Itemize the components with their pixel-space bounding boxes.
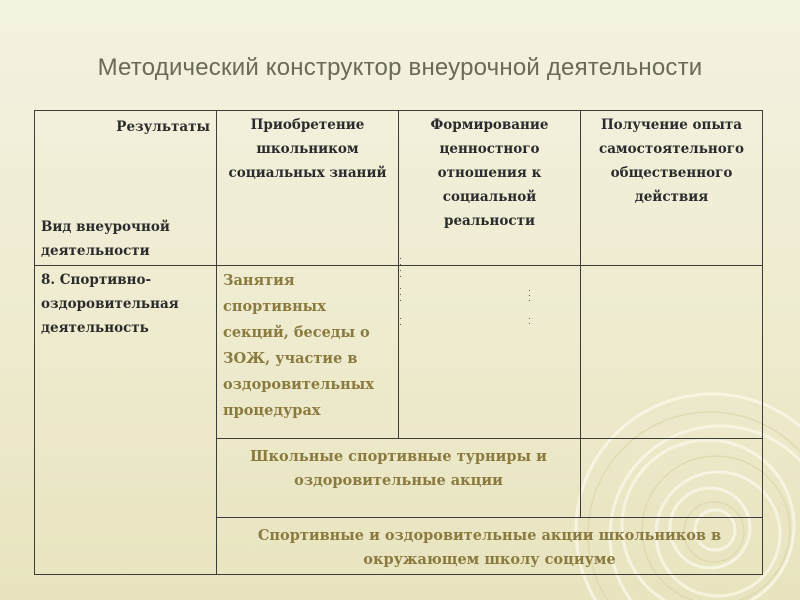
column-header-knowledge: Приобретение школьником социальных знаний [217, 111, 399, 266]
level1-cell: Занятия спортивных секций, беседы о ЗОЖ, участие в оздоровительных процедурах [217, 266, 399, 439]
level3-cell: Спортивные и оздоровительные акции школьников в окружающем школу социуме [217, 518, 763, 575]
activity-name-cell: 8. Спортивно-оздоровительная деятельность [35, 266, 217, 575]
level1-empty-cell-experience [581, 266, 763, 439]
level2-cell: Школьные спортивные турниры и оздоровительные акции [217, 439, 581, 518]
column-header-values: Формирование ценностного отношения к социальной реальности [399, 111, 581, 266]
activity-kind-label: Вид внеурочной деятельности [41, 219, 170, 259]
constructor-table [34, 110, 763, 575]
dotted-artifact-mark [398, 258, 404, 328]
level1-empty-cell-values [399, 266, 581, 439]
header-corner-cell [35, 111, 217, 266]
header-row [35, 111, 763, 266]
slide-title: Методический конструктор внеурочной деятельности [97, 54, 703, 81]
dotted-artifact-mark [527, 290, 533, 326]
column-header-experience: Получение опыта самостоятельного общественного действия [581, 111, 763, 266]
results-label: Результаты [116, 119, 210, 135]
level2-empty-cell-experience [581, 439, 763, 518]
